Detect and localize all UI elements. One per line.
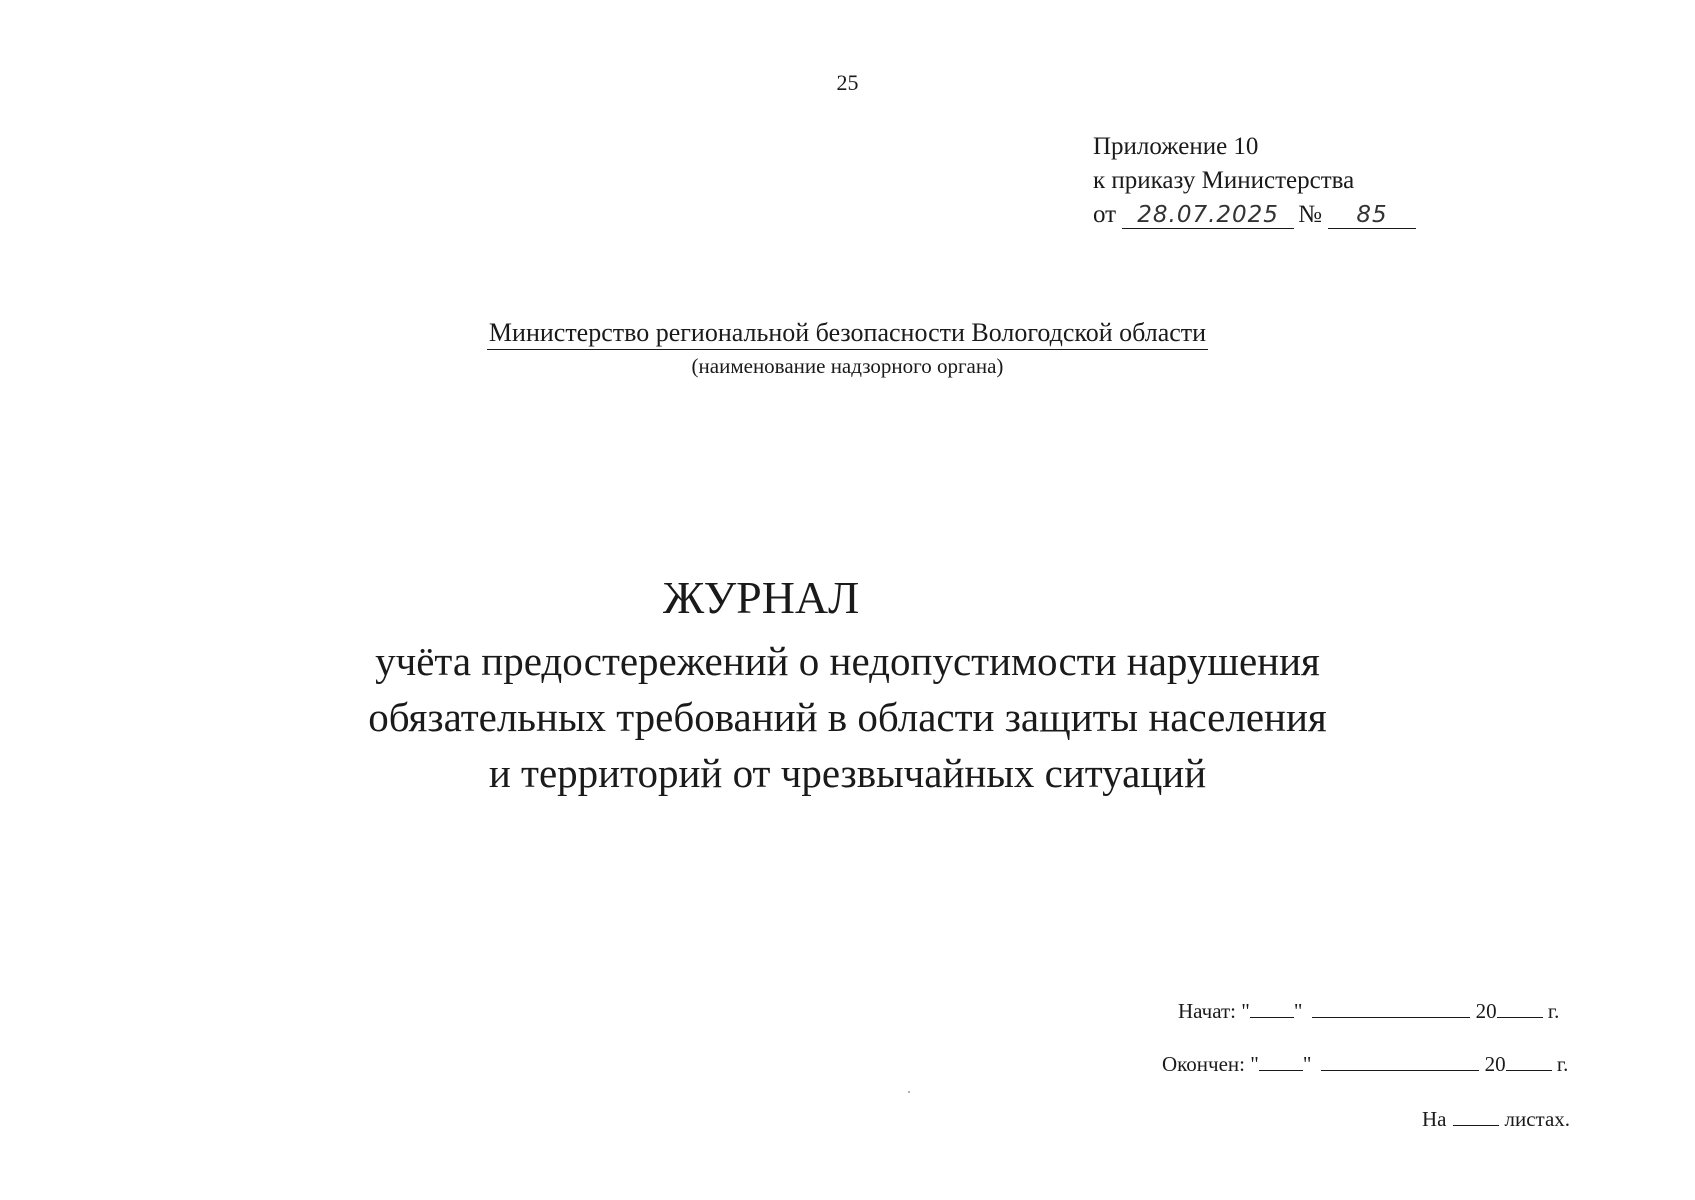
- appendix-block: [1093, 130, 1416, 232]
- started-label: Начат:: [1178, 999, 1236, 1023]
- year-prefix: 20: [1475, 999, 1497, 1023]
- ended-label: Окончен:: [1162, 1052, 1245, 1076]
- year-suffix: г.: [1556, 1052, 1569, 1076]
- ended-year-blank: [1506, 1052, 1552, 1071]
- year-suffix: г.: [1547, 999, 1560, 1023]
- quote-open: ": [1241, 999, 1250, 1023]
- number-sign: №: [1298, 201, 1322, 228]
- subtitle-line-2: обязательных требований в области защиты населения: [368, 694, 1327, 740]
- quote-open: ": [1250, 1052, 1259, 1076]
- quote-close: ": [1293, 999, 1303, 1023]
- appendix-title: Приложение 10: [1093, 133, 1259, 160]
- quote-close: ": [1302, 1052, 1312, 1076]
- sheets-count-blank: [1453, 1107, 1499, 1126]
- handwritten-date: 28.07.2025: [1122, 202, 1294, 229]
- scan-speck: [908, 1091, 910, 1093]
- ended-row: [1162, 1052, 1568, 1077]
- authority-block: [0, 318, 1695, 379]
- date-prefix: от: [1093, 201, 1117, 228]
- started-year-blank: [1497, 999, 1543, 1018]
- ended-day-blank: [1259, 1052, 1303, 1071]
- appendix-date-line: [1093, 198, 1416, 232]
- journal-subtitle: [0, 633, 1695, 801]
- started-month-blank: [1312, 999, 1470, 1018]
- sheets-row: [1422, 1107, 1570, 1132]
- authority-caption: (наименование надзорного органа): [691, 354, 1004, 378]
- appendix-order-ref: к приказу Министерства: [1093, 167, 1355, 194]
- started-row: [1178, 999, 1559, 1024]
- subtitle-line-1: учёта предостережений о недопустимости нарушения: [375, 638, 1320, 684]
- started-day-blank: [1250, 999, 1294, 1018]
- sheets-suffix: листах.: [1504, 1107, 1571, 1131]
- journal-title: ЖУРНАЛ: [663, 572, 860, 623]
- subtitle-line-3: и территорий от чрезвычайных ситуаций: [488, 750, 1207, 796]
- page-number: 25: [836, 70, 859, 95]
- sheets-prefix: На: [1422, 1107, 1447, 1131]
- year-prefix: 20: [1484, 1052, 1506, 1076]
- ended-month-blank: [1321, 1052, 1479, 1071]
- authority-name: Министерство региональной безопасности Вологодской области: [487, 318, 1208, 350]
- handwritten-number: 85: [1328, 202, 1416, 229]
